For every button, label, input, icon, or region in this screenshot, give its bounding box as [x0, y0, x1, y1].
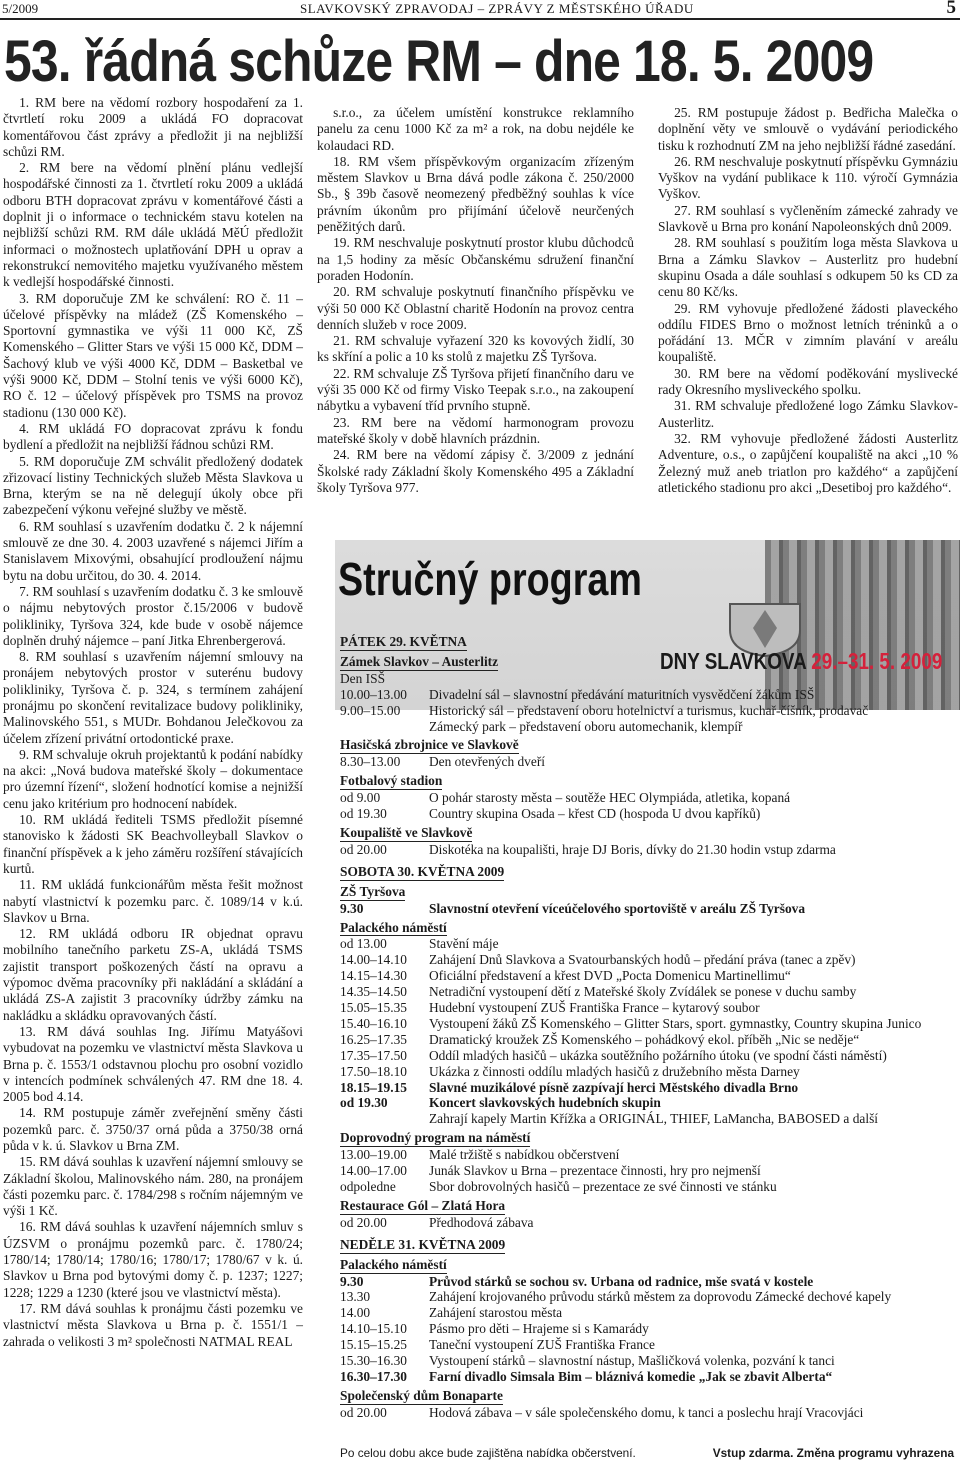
program-item-description: Zahájení krojovaného průvodu stárků městem za doprovodu Zámecké dechové kapely	[429, 1289, 892, 1305]
program-item-description: Hudební vystoupení ZUŠ Františka France – kytarový soubor	[429, 1000, 760, 1016]
venue-heading-text: ZŠ Tyršova	[340, 883, 406, 899]
program-item	[340, 1353, 958, 1369]
col3-paragraph: 32. RM vyhovuje předložené žádosti Austerlitz Adventure, o.s., o zapůjčení koupaliště na akci „10 % Železný muž aneb triatlon pro každého“ a zapůjčení atletického stadionu pro akci „Desetiboj pro každého“.	[658, 430, 958, 495]
program-schedule	[340, 634, 958, 1421]
program-item-time: 14.10–15.10	[340, 1321, 407, 1337]
program-item-time: 13.30	[340, 1289, 371, 1305]
footer-entry: Vstup zdarma. Změna programu vyhrazena	[712, 1446, 954, 1460]
program-item-description: O pohár starosty města – soutěže HEC Olympiáda, atletika, kopaná	[429, 790, 791, 806]
program-item	[340, 1080, 958, 1096]
venue-heading-text: Koupaliště ve Slavkově	[340, 824, 473, 840]
page-number: 5	[946, 0, 956, 18]
program-footer	[340, 1446, 958, 1460]
article-title: 53. řádná schůze RM – dne 18. 5. 2009	[4, 29, 874, 94]
venue-heading-text: Společenský dům Bonaparte	[340, 1387, 503, 1403]
program-item-time: 15.30–16.30	[340, 1353, 407, 1369]
program-item	[340, 719, 958, 735]
program-title: Stručný program	[338, 553, 642, 605]
program-item	[340, 1147, 958, 1163]
program-item-time: 14.00–17.00	[340, 1163, 407, 1179]
program-item-description: Zámecký park – představení oboru automechanik, klempíř	[429, 718, 743, 734]
venue-heading	[340, 1388, 958, 1405]
program-item-description: Zahrají kapely Martin Křížka a ORIGINÁL, THIEF, LaMancha, BABOSED a další	[429, 1111, 879, 1127]
program-item	[340, 1064, 958, 1080]
program-item-description: Oficiální představení a křest DVD „Pocta Domenicu Martinellimu“	[429, 968, 791, 984]
page-header	[0, 0, 960, 22]
program-item-time: 13.00–19.00	[340, 1147, 407, 1163]
col3-paragraph: 28. RM souhlasí s použitím loga města Slavkova u Brna a Zámku Slavkov – Austerlitz pro hudební skupinu Osada a dále souhlasí s odkupem 50 ks CD za cenu 80 Kč/ks.	[658, 235, 958, 300]
col3-paragraph: 25. RM postupuje žádost p. Bedřicha Malečka o doplnění věty ve smlouvě o vydávání periodického tisku k rozhodnutí ZM na jeho nejbližší řádné zasedání.	[658, 105, 958, 153]
program-item-description: Zahájení starostou města	[429, 1305, 563, 1321]
program-item-description: Zahájení Dnů Slavkova a Svatourbanských hodů – předání práva (tanec a zpěv)	[429, 952, 856, 968]
badge-dates: 29.–31. 5. 2009	[811, 648, 943, 674]
program-item	[340, 1405, 958, 1421]
program-item	[340, 1321, 958, 1337]
program-item-description: Netradiční vystoupení dětí z Mateřské školy Zvídálek se ponese v duchu samby	[429, 984, 857, 1000]
column-3	[658, 105, 958, 496]
issue-number: 5/2009	[2, 1, 39, 16]
col1-paragraph: 5. RM doporučuje ZM schválit předložený dodatek zřizovací listiny Technických služeb Města Slavkova u Brna, kterým se na ně delegují úkoly obce při zabezpečení výkonu veřejné služby ve městě.	[3, 453, 303, 518]
col2-paragraph: 22. RM schvaluje ZŠ Tyršova přijetí finančního daru ve výši 35 000 Kč od firmy Visko Teepak s.r.o., na zakoupení nábytku a vybavení tříd prvního stupně.	[317, 365, 634, 414]
program-item-description: Historický sál – představení oboru hotelnictví a turismus, kuchař-číšník, prodavač	[429, 702, 869, 718]
venue-heading	[340, 1257, 958, 1274]
program-item-time: 9.00–15.00	[340, 702, 401, 718]
col2-paragraph: 20. RM schvaluje poskytnutí finančního příspěvku ve výši 50 000 Kč Oblastní charitě Hodonín na provoz centra denních služeb v roce 2009.	[317, 284, 634, 332]
program-item-description: Country skupina Osada – křest CD (hospoda U dvou kapříků)	[429, 806, 761, 822]
program-item	[340, 1274, 958, 1290]
col2-paragraph: 21. RM schvaluje vyřazení 320 ks kovových židlí, 30 ks skříní a polic a 10 ks stolů z majetku ZŠ Tyršova.	[317, 333, 634, 365]
program-item-description: Dramatický kroužek ZŠ Komenského – pohádkový ekol. příběh „Nic se neděje“	[429, 1031, 860, 1047]
program-item-description: Vystoupení stárků – slavnostní nástup, Mašličková volenka, pozvání k tanci	[429, 1353, 835, 1369]
program-item	[340, 984, 958, 1000]
col2-paragraph: 18. RM všem příspěvkovým organizacím zřízeným městem Slavkov u Brna dává podle zákona č. 250/2000 Sb., § 39b časově neomezený předběžný souhlas k více právním úkonům pro přijímání účelově neurčených peněžitých darů.	[317, 153, 634, 235]
program-item	[340, 901, 958, 917]
venue-heading	[340, 737, 958, 754]
program-item-time: 15.40–16.10	[340, 1015, 407, 1031]
col1-paragraph: 14. RM postupuje záměr zveřejnění směny části pozemků parc. č. 3750/37 orná půda a 3750/38 orná půda v k. ú. Slavkov u Brna ZM.	[3, 1105, 303, 1153]
day-heading	[340, 864, 958, 881]
col1-paragraph: 7. RM souhlasí s uzavřením dodatku č. 3 ke smlouvě o nájmu nebytových prostor č.15/2006 v budově polikliniky, Tyršova 324, kde bude v osobě nájemce doplněn druhý nájemce – paní Jitka Ehrenbergerová.	[3, 583, 303, 648]
program-item-time: 9.30	[340, 900, 364, 916]
day-heading	[340, 634, 958, 651]
program-item-description: Koncert slavkovských hudebních skupin	[429, 1095, 661, 1111]
program-item-description: Den otevřených dveří	[429, 754, 546, 770]
program-item-description: Průvod stárků se sochou sv. Urbana od radnice, mše svatá v kostele	[429, 1273, 814, 1289]
program-item	[340, 1369, 958, 1385]
venue-heading	[340, 1198, 958, 1215]
column-1	[3, 95, 303, 1350]
col1-paragraph: 4. RM ukládá FO dopracovat zprávu k fondu bydlení a předložit na nejbližší řádnou schůzi RM.	[3, 420, 303, 453]
program-item-time: od 20.00	[340, 841, 387, 857]
program-item	[340, 703, 958, 719]
col1-paragraph: 6. RM souhlasí s uzavřením dodatku č. 2 k nájemní smlouvě ze dne 30. 4. 2003 uzavřené s nájemci Jiřím a Stanislavem Mixovými, obsahující prodloužení nájmu bytu na dobu určitou, do 30. 4. 2014.	[3, 518, 303, 583]
program-item-description: Vystoupení žáků ZŠ Komenského – Glitter Stars, sport. gymnastky, Country skupina Junico	[429, 1015, 922, 1031]
program-item-description: Taneční vystoupení ZUŠ Františka France	[429, 1337, 655, 1353]
venue-heading	[340, 884, 958, 901]
program-item-time: 14.35–14.50	[340, 984, 407, 1000]
col1-paragraph: 9. RM schvaluje okruh projektantů k podání nabídky na akci: „Nová budova mateřské školy – dokumentace pro územní řízení“, složení hodnotící komise a nejnižší cenu jako kritérium pro hodnocení nabídek.	[3, 746, 303, 811]
program-item	[340, 1289, 958, 1305]
header-rule	[0, 18, 960, 20]
col1-paragraph: 12. RM ukládá odboru IR objednat opravu mobilního tanečního parketu ZS-A, ukládá TSMS zajistit transport poškozených částí na opravu a výpomoc dvěma pracovníky při nakládání a skládání a ukládá ZS-A zajistit 3 pracovníky údržby zámku na nakládku a skládku opravovaných částí.	[3, 926, 303, 1023]
program-item	[340, 790, 958, 806]
program-item	[340, 1215, 958, 1231]
venue-heading-text: Fotbalový stadion	[340, 773, 443, 789]
program-item-description: Sbor dobrovolných hasičů – prezentace ze své činnosti ve stánku	[429, 1179, 777, 1194]
col1-paragraph: 11. RM ukládá funkcionářům města řešit možnost nabytí vlastnictví k pozemku parc. č. 1089/14 v k.ú. Slavkov u Brna.	[3, 877, 303, 925]
program-item-time: 16.25–17.35	[340, 1031, 407, 1047]
col3-paragraph: 26. RM neschvaluje poskytnutí příspěvku Gymnáziu Vyškov na vydání publikace k 110. výročí Gymnázia Vyškov.	[658, 153, 958, 202]
program-item	[340, 1048, 958, 1064]
program-item-time: od 19.30	[340, 806, 387, 822]
venue-heading-text: Doprovodný program na náměstí	[340, 1130, 531, 1146]
venue-heading-text: Hasičská zbrojnice ve Slavkově	[340, 737, 519, 753]
column-2	[317, 105, 634, 496]
program-item-description: Farní divadlo Simsala Bim – bláznivá komedie „Jak se zbavit Alberta“	[429, 1368, 833, 1384]
program-item-time: od 13.00	[340, 936, 387, 952]
col2-paragraph: s.r.o., za účelem umístění konstrukce reklamního panelu za cenu 1000 Kč za m² a rok, na dobu nejdéle ke kolaudaci RD.	[317, 105, 634, 153]
program-item-description: Junák Slavkov u Brna – prezentace činnosti, hry pro nejmenší	[429, 1163, 761, 1179]
col3-paragraph: 27. RM souhlasí s vyčleněním zámecké zahrady ve Slavkově u Brna pro konání Napoleonských dnů 2009.	[658, 202, 958, 235]
col1-paragraph: 16. RM dává souhlas k uzavření nájemních smluv s ÚZSVM o pronájmu pozemků parc. č. 1780/24; 1780/14; 1780/14; 1780/16; 1780/17; 1780/67 v k. ú. Slavkov u Brna pod bytovými domy č. p. 1237; 1227; 1228; 1229 a 1230 (které jsou ve vlastnictví města).	[3, 1219, 303, 1300]
program-item	[340, 1016, 958, 1032]
program-item	[340, 842, 958, 858]
program-item	[340, 952, 958, 968]
program-note: Den ISŠ	[340, 670, 386, 686]
program-item-time: 17.50–18.10	[340, 1063, 407, 1079]
program-item-time: odpoledne	[340, 1179, 396, 1194]
day-heading-text: SOBOTA 30. KVĚTNA 2009	[340, 863, 505, 879]
program-item	[340, 1163, 958, 1179]
program-item-time: od 19.30	[340, 1095, 388, 1111]
venue-heading-text: Zámek Slavkov – Austerlitz	[340, 653, 499, 669]
venue-heading	[340, 654, 958, 671]
day-heading-text: PÁTEK 29. KVĚTNA	[340, 634, 467, 649]
footer-refreshments: Po celou dobu akce bude zajištěna nabídka občerstvení.	[340, 1446, 636, 1460]
day-heading	[340, 1237, 958, 1254]
col1-paragraph: 10. RM ukládá řediteli TSMS předložit písemné stanovisko k žádosti SK Beachvolleyball Slavkov o finanční příspěvek a k jeho záměru rozšíření stávajících kurtů.	[3, 812, 303, 876]
venue-heading	[340, 920, 958, 937]
program-item	[340, 754, 958, 770]
venue-heading	[340, 825, 958, 842]
program-item-time: 8.30–13.00	[340, 754, 401, 770]
program-item-time: 14.00–14.10	[340, 952, 407, 968]
col3-paragraph: 31. RM schvaluje předložené logo Zámku Slavkov-Austerlitz.	[658, 398, 958, 430]
program-item	[340, 968, 958, 984]
badge-text: DNY SLAVKOVA	[660, 648, 812, 674]
program-item	[340, 806, 958, 822]
col3-paragraph: 30. RM bere na vědomí poděkování myslivecké rady Okresního mysliveckého spolku.	[658, 365, 958, 398]
program-item-time: 15.15–15.25	[340, 1337, 407, 1353]
program-item-time: 16.30–17.30	[340, 1368, 407, 1384]
col1-paragraph: 3. RM doporučuje ZM ke schválení: RO č. 11 – účelové příspěvky na mládež (ZŠ Komenského – Sportovní gymnastika ve výši 11 000 Kč, ZŠ Komenského – Glitter Stars ve výši 15 000 Kč, DDM – Šachový klub ve výši 4000 Kč, DDM – Basketbal ve výši 9000 Kč, DDM – Stolní tenis ve výši 6000 Kč), RO č. 12 – účelový příspěvek pro TSMS na provoz stadionu (130 000 Kč).	[3, 290, 303, 420]
program-item-description: Ukázka z činnosti oddílu mladých hasičů z družebního města Darney	[429, 1063, 800, 1079]
program-item-description: Oddíl mladých hasičů – ukázka soutěžního požárního útoku (ve spodní části náměstí)	[429, 1047, 887, 1063]
col1-paragraph: 17. RM dává souhlas k pronájmu části pozemku ve vlastnictví města Slavkova u Brna p. č. 1551/1 – zahrada o velikosti 3 m² společnosti NATMAL REAL	[3, 1300, 303, 1349]
program-item	[340, 936, 958, 952]
venue-heading	[340, 1130, 958, 1147]
program-item-description: Předhodová zábava	[429, 1214, 534, 1230]
program-item-description: Stavění máje	[429, 936, 499, 952]
program-item	[340, 687, 958, 703]
program-item-time: od 9.00	[340, 790, 381, 806]
program-item-description: Hodová zábava – v sále společenského domu, k tanci a poslechu hrají Vracovjáci	[429, 1404, 864, 1420]
program-item-description: Slavnostní otevření víceúčelového sportoviště v areálu ZŠ Tyršova	[429, 900, 806, 916]
col3-paragraph: 29. RM vyhovuje předložené žádosti plaveckého oddílu FIDES Brno o možnost letních tréninků a o pořádání 13. MČR v zimním plavání v areálu koupaliště.	[658, 300, 958, 365]
program-item-time: 14.00	[340, 1305, 371, 1321]
program-item-time: 10.00–13.00	[340, 686, 407, 702]
program-item-description: Malé tržiště s nabídkou občerstvení	[429, 1147, 620, 1163]
col1-paragraph: 2. RM bere na vědomí plnění plánu vedlejší hospodářské činnosti za 1. čtvrtletí roku 2009 a ukládá odboru BTH dopracovat zprávu v komentářové části a doplnit ji o informace o technickém stavu kotelen na nejbližší schůzi RM. RM dále ukládá MěÚ předložit informaci o možnostech uplatňování DPH u oprav a rekonstrukcí nemovitého majetku využívaného městem k vedlejší hospodářské činnosti.	[3, 160, 303, 290]
program-item-description: Pásmo pro děti – Hrajeme si s Kamarády	[429, 1321, 649, 1337]
program-item-time: 9.30	[340, 1273, 364, 1289]
program-item-time: 18.15–19.15	[340, 1079, 407, 1095]
program-item-description: Diskotéka na koupališti, hraje DJ Boris, dívky do 21.30 hodin vstup zdarma	[429, 841, 836, 857]
program-item	[340, 1095, 958, 1111]
venue-heading-text: Restaurace Gól – Zlatá Hora	[340, 1197, 506, 1213]
program-item	[340, 1305, 958, 1321]
col2-paragraph: 23. RM bere na vědomí harmonogram provozu mateřské školy v době hlavních prázdnin.	[317, 414, 634, 446]
program-item	[340, 1179, 958, 1195]
program-item-time: od 20.00	[340, 1214, 387, 1230]
program-item-time	[340, 1111, 429, 1127]
venue-heading-text: Palackého náměstí	[340, 1256, 447, 1272]
program-item-description: Divadelní sál – slavnostní předávání maturitních vysvědčení žákům ISŠ	[429, 686, 815, 702]
col1-paragraph: 8. RM souhlasí s uzavřením nájemní smlouvy na pronájem nebytových prostor v suterénu budovy polikliniky, Tyršova č. p. 324, s termínem zahájení pronájmu po skončení revitalizace budovy polikliniky, Malinovského 551, s MUDr. Bohdanou Jelečkovou za účelem zřízení privátní ortodontické praxe.	[3, 649, 303, 746]
col1-paragraph: 15. RM dává souhlas k uzavření nájemní smlouvy se Základní školou, Malinovského nám. 280, na pronájem části pozemku parc. č. 1784/298 s ročním nájemným ve výši 1 Kč.	[3, 1154, 303, 1219]
col1-paragraph: 13. RM dává souhlas Ing. Jiřímu Matyášovi vybudovat na pozemku ve vlastnictví města Slavkova u Brna p. č. 1553/1 odstavnou plochu pro osobní vozidlo v intencích podmínek schválených 47. RM dne 18. 4. 2005 bod 4.14.	[3, 1023, 303, 1105]
col2-paragraph: 19. RM neschvaluje poskytnutí prostor klubu důchodců na 1,5 hodiny za měsíc Občanskému sdružení finanční poraden Hodonín.	[317, 235, 634, 283]
program-item-time: 15.05–15.35	[340, 1000, 407, 1016]
venue-heading	[340, 773, 958, 790]
day-heading-text: NEDĚLE 31. KVĚTNA 2009	[340, 1236, 506, 1252]
program-item-time: 14.15–14.30	[340, 968, 407, 984]
publication-name: SLAVKOVSKÝ ZPRAVODAJ – ZPRÁVY Z MĚSTSKÉHO ÚŘADU	[300, 1, 694, 16]
program-item-time	[340, 719, 429, 735]
program-item	[340, 1032, 958, 1048]
col2-paragraph: 24. RM bere na vědomí zápisy č. 3/2009 z jednání Školské rady Základní školy Komenského 495 a Základní školy Tyršova 977.	[317, 447, 634, 495]
venue-heading-text: Palackého náměstí	[340, 919, 447, 935]
program-item	[340, 1337, 958, 1353]
program-item-time: od 20.00	[340, 1404, 387, 1420]
program-item-description: Slavné muzikálové písně zazpívají herci Městského divadla Brno	[429, 1079, 799, 1095]
program-item	[340, 1111, 958, 1127]
col1-paragraph: 1. RM bere na vědomí rozbory hospodaření za 1. čtvrtletí roku 2009 a ukládá FO dopracovat komentářovou část zprávy a předložit ji na nejbližší schůzi RM.	[3, 95, 303, 159]
program-item	[340, 1000, 958, 1016]
program-item-time: 17.35–17.50	[340, 1047, 407, 1063]
